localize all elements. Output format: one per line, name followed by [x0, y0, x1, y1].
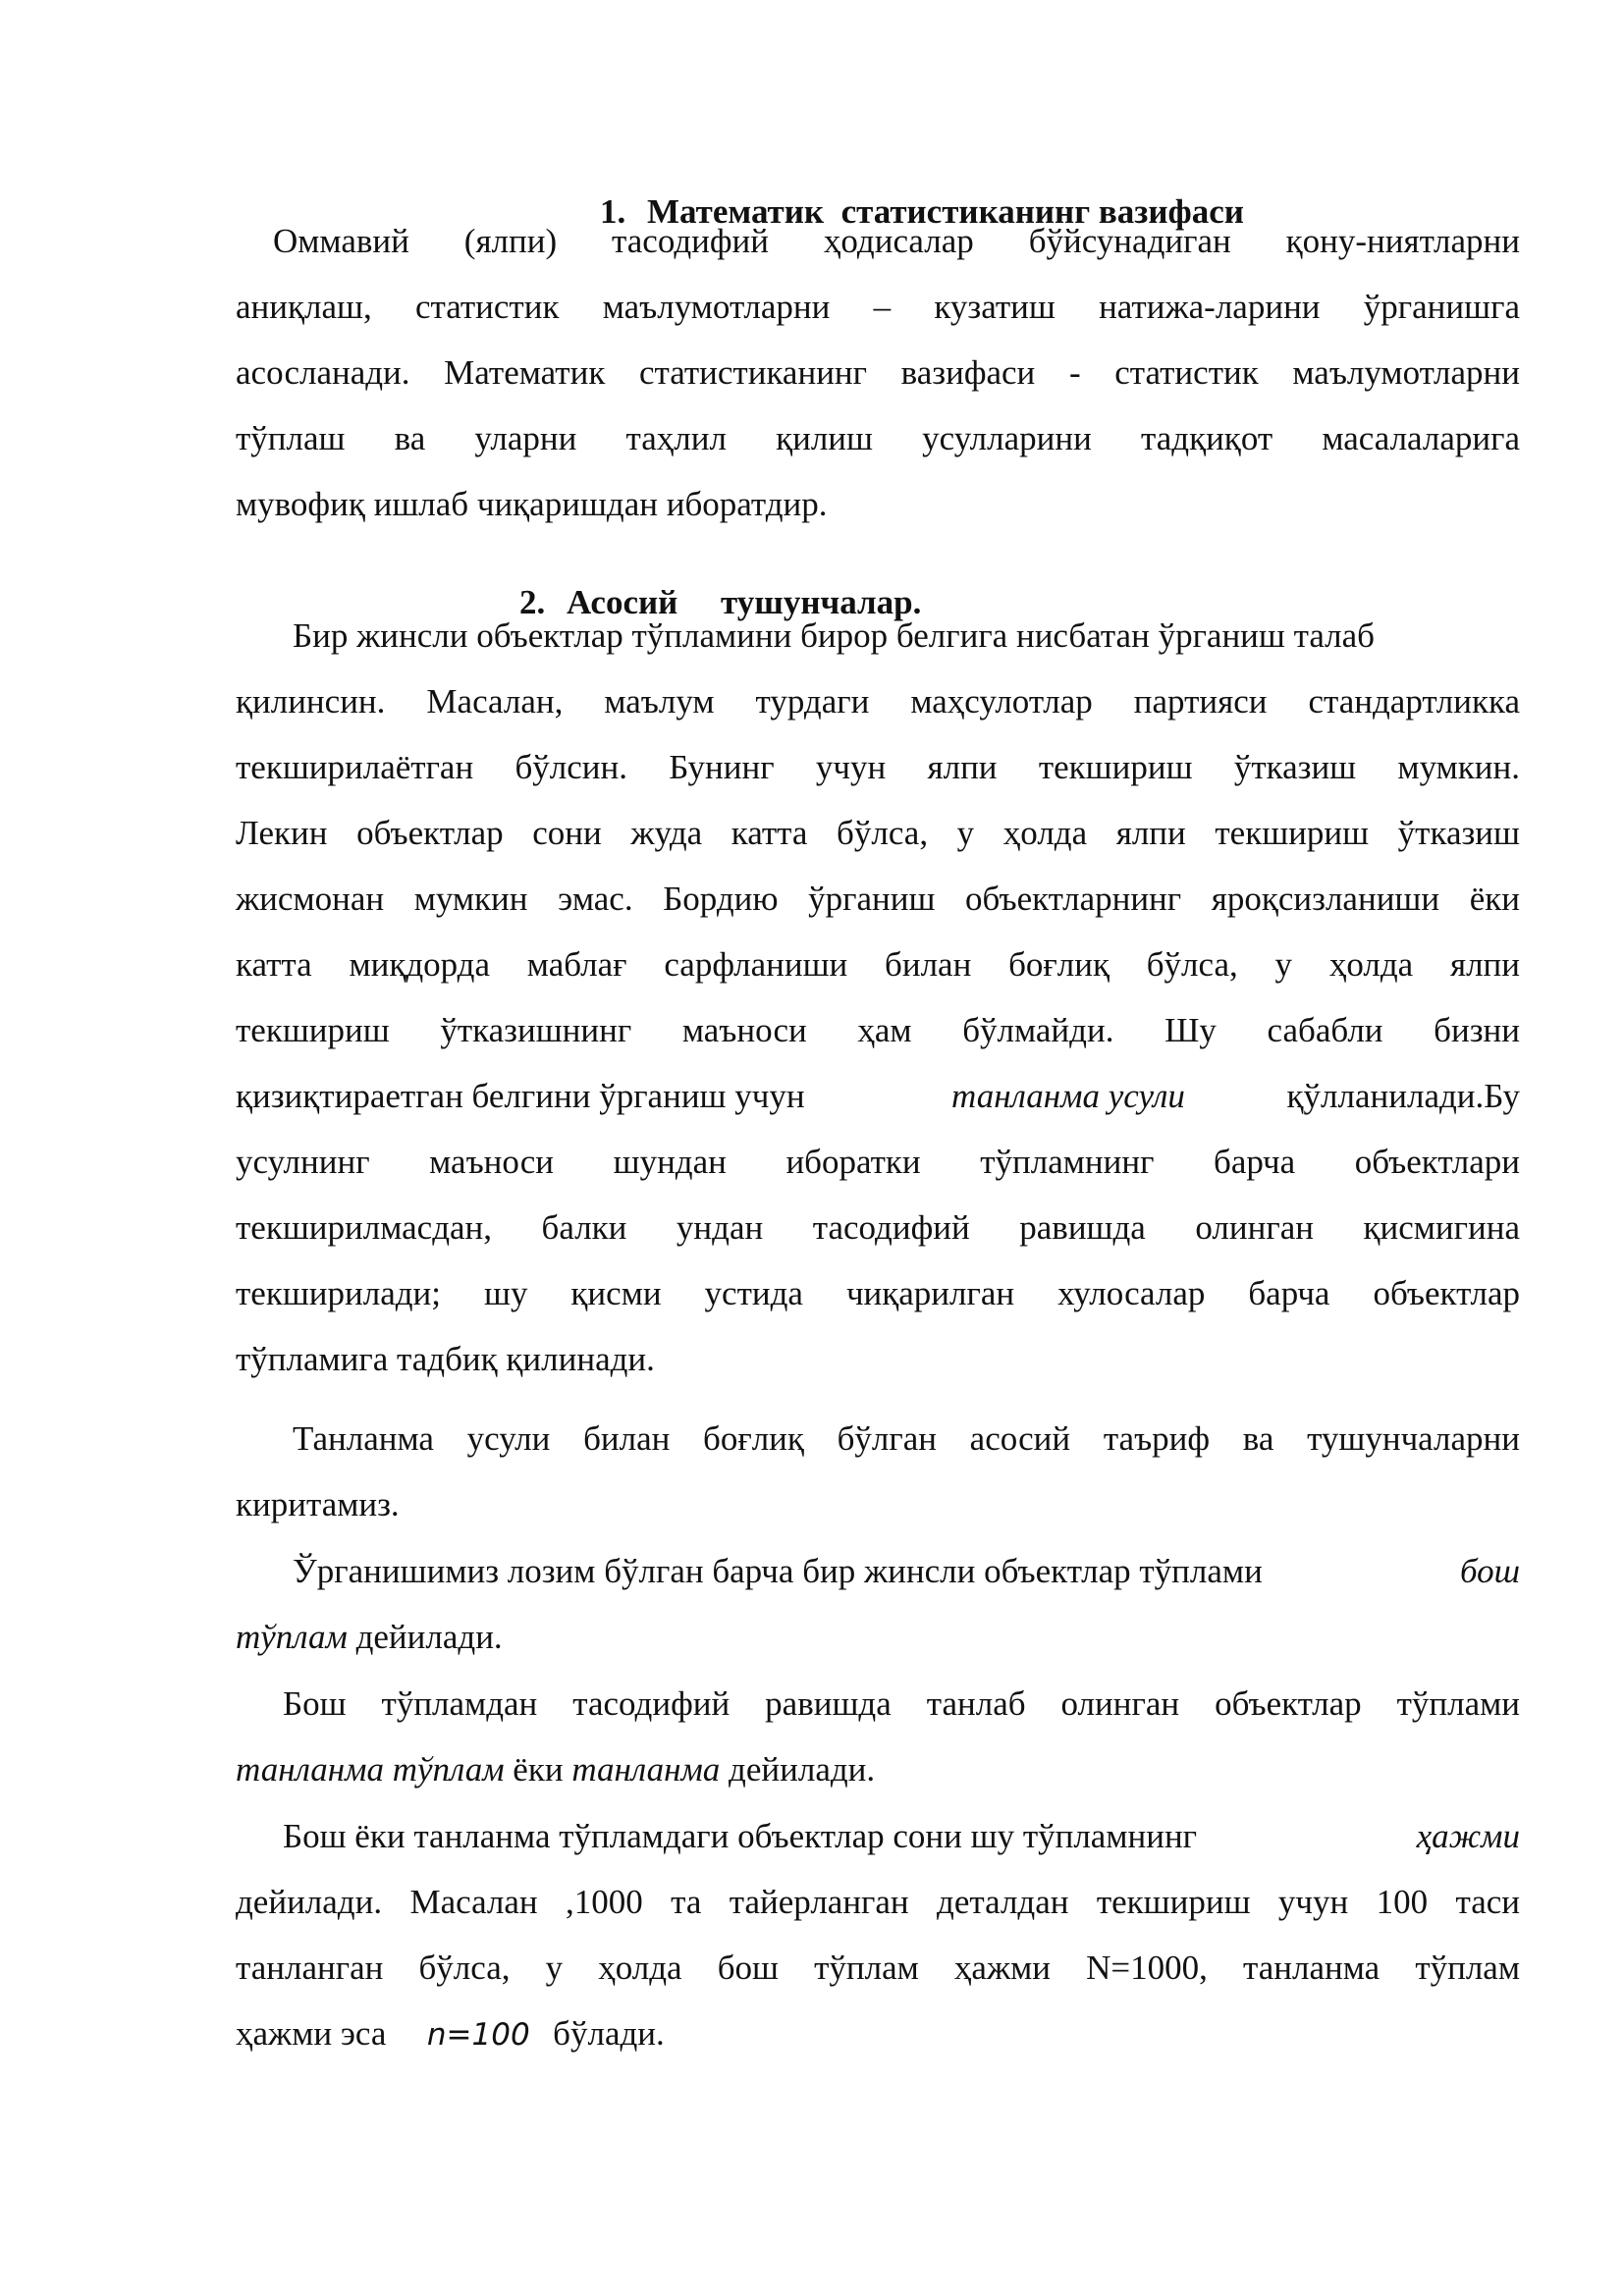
p2-line-2: қилинсин. Масалан, маълум турдаги маҳсулотлар партияси стандартликка: [236, 682, 1520, 721]
p2-line-12: тўпламига тадбиқ қилинади.: [236, 1340, 655, 1378]
p6-formula-n: n=100: [426, 2017, 530, 2053]
p6-line-1-text: Бош ёки танланма тўпламдаги объектлар сони шу тўпламнинг: [283, 1817, 1198, 1855]
p2-line-10: текширилмасдан, балки ундан тасодифий равишда олинган қисмигина: [236, 1208, 1520, 1247]
p4-line-2-text: дейилади.: [355, 1618, 503, 1656]
heading-1-number: 1.: [600, 192, 626, 231]
p2-line-11: текширилади; шу қисми устида чиқарилган хулосалар барча объектлар: [236, 1274, 1520, 1312]
p6-term-volume: ҳажми: [1416, 1817, 1520, 1855]
p5-word-or: ёки: [513, 1750, 564, 1789]
p6-line-3: танланган бўлса, у ҳолда бош тўплам ҳажми N=1000, танланма тўплам: [236, 1949, 1520, 1987]
heading-1-text: Математик статистиканинг вазифаси: [647, 192, 1244, 231]
p2-term-sampling-method: танланма усули: [951, 1077, 1185, 1115]
p5-line-2: [236, 1752, 1520, 1787]
p6-line-4-end: бўлади.: [553, 2014, 665, 2053]
p1-line-3: асосланади. Математик статистиканинг вазифаси - статистик маълумотларни: [236, 353, 1520, 392]
p2-line-8-start: қизиқтираетган белгини ўрганиш учун: [236, 1077, 805, 1115]
p2-line-1: Бир жинсли объектлар тўпламини бирор белгига нисбатан ўрганиш талаб: [293, 616, 1375, 655]
p6-line-2: дейилади. Масалан ,1000 та тайерланган деталдан текшириш учун 100 таси: [236, 1883, 1520, 1921]
p1-line-5: мувофиқ ишлаб чиқаришдан иборатдир.: [236, 485, 828, 523]
p3-line-2: киритамиз.: [236, 1485, 400, 1523]
p2-line-3: текширилаётган бўлсин. Бунинг учун ялпи текшириш ўтказиш мумкин.: [236, 748, 1520, 786]
p2-line-9: усулнинг маъноси шундан иборатки тўпламнинг барча объектлари: [236, 1143, 1520, 1181]
p3-line-1: Танланма усули билан боғлиқ бўлган асосий таъриф ва тушунчаларни: [293, 1419, 1520, 1458]
heading-2-text: Асосий тушунчалар.: [567, 583, 922, 621]
p6-line-4-text: ҳажми эса: [236, 2014, 387, 2053]
p5-term-sample: танланма: [571, 1750, 721, 1789]
p5-line-1: Бош тўпламдан тасодифий равишда танлаб олинган объектлар тўплами: [283, 1684, 1520, 1723]
p2-line-6: катта миқдорда маблағ сарфланиши билан боғлиқ бўлса, у ҳолда ялпи: [236, 945, 1520, 984]
p2-line-7: текшириш ўтказишнинг маъноси ҳам бўлмайди. Шу сабабли бизни: [236, 1011, 1520, 1049]
p4-line-2: [236, 1620, 1520, 1654]
heading-2-number: 2.: [519, 583, 546, 621]
p4-line-1-text: Ўрганишимиз лозим бўлган барча бир жинсли объектлар тўплами: [293, 1552, 1263, 1590]
p6-line-4: [236, 2016, 1520, 2051]
p1-line-4: тўплаш ва уларни таҳлил қилиш усулларини тадқиқот масалаларига: [236, 419, 1520, 457]
p1-line-2: аниқлаш, статистик маълумотларни – кузатиш натижа-ларини ўрганишга: [236, 288, 1520, 326]
p2-line-4: Лекин объектлар сони жуда катта бўлса, у ҳолда ялпи текшириш ўтказиш: [236, 814, 1520, 852]
p2-line-5: жисмонан мумкин эмас. Бордию ўрганиш объектларнинг яроқсизланиши ёки: [236, 880, 1520, 918]
p1-line-1: Оммавий (ялпи) тасодифий ҳодисалар бўйсунадиган қону-ниятларни: [273, 222, 1520, 260]
p5-term-sample-set: танланма тўплам: [236, 1750, 505, 1789]
p4-term-general-population: бош: [1459, 1552, 1520, 1590]
p5-word-called: дейилади.: [729, 1750, 876, 1789]
p2-line-8-end: қўлланилади.Бу: [1286, 1077, 1520, 1115]
p4-term-general-population-cont: тўплам: [236, 1618, 348, 1656]
